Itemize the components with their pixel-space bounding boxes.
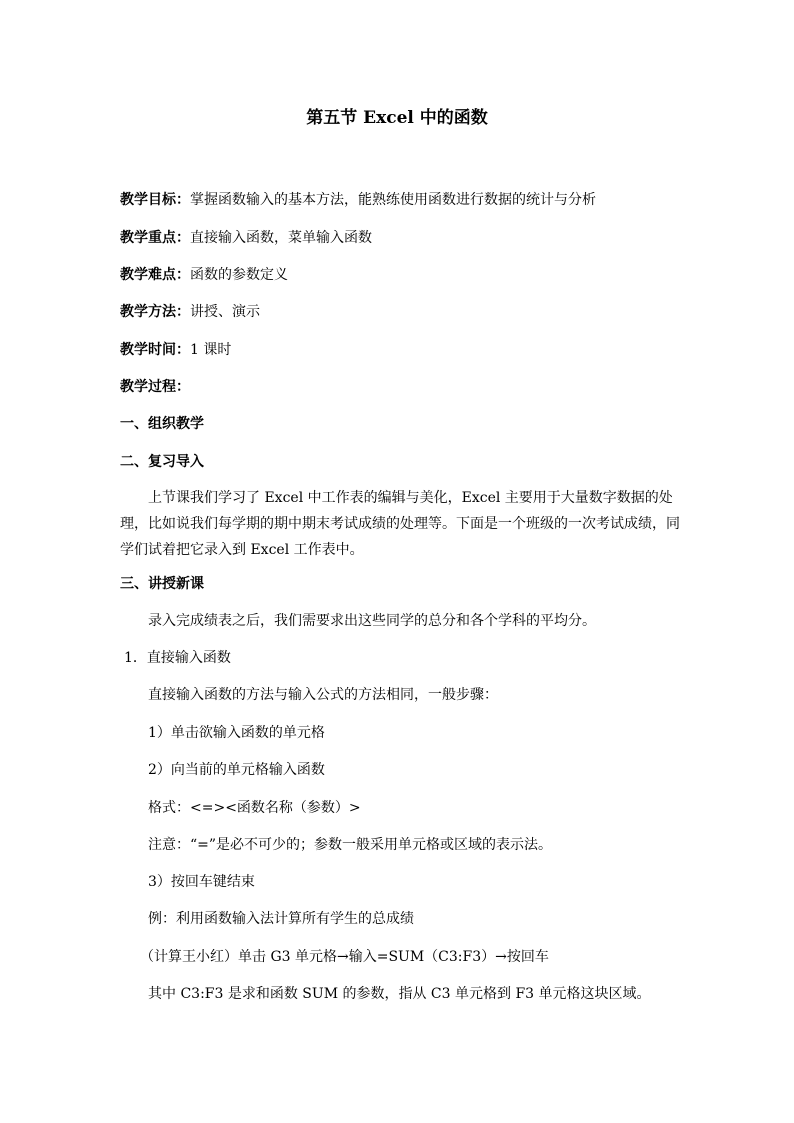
format-line: 格式：<=><函数名称（参数）>: [148, 800, 361, 816]
difficulties-label: 教学难点：: [120, 267, 190, 283]
process-heading: 教学过程：: [120, 379, 190, 395]
methods-text: 讲授、演示: [190, 304, 260, 320]
section-organize: 一、组织教学: [120, 416, 204, 432]
objectives-text: 掌握函数输入的基本方法，能熟练使用函数进行数据的统计与分析: [190, 192, 596, 208]
key-points-label: 教学重点：: [120, 230, 190, 246]
methods-line: [120, 303, 260, 321]
review-paragraph: 上节课我们学习了 Excel 中工作表的编辑与美化，Excel 主要用于大量数字数据的处理，比如说我们每学期的期中期末考试成绩的处理等。下面是一个班级的一次考试成绩，同学们试着把它录入到 Excel 工作表中。: [120, 490, 680, 558]
subsection-direct-input: 1．直接输入函数: [124, 650, 231, 666]
key-points-line: [120, 229, 372, 247]
duration-text: 1 课时: [190, 342, 232, 358]
step-1: 1）单击欲输入函数的单元格: [148, 725, 325, 741]
step-2: 2）向当前的单元格输入函数: [148, 762, 325, 778]
objectives-label: 教学目标：: [120, 192, 190, 208]
explanation-line: 其中 C3:F3 是求和函数 SUM 的参数，指从 C3 单元格到 F3 单元格这块区域。: [148, 986, 651, 1002]
duration-line: [120, 341, 231, 359]
difficulties-line: [120, 266, 288, 284]
methods-label: 教学方法：: [120, 304, 190, 320]
section-review: 二、复习导入: [120, 454, 204, 470]
step-3: 3）按回车键结束: [148, 874, 255, 890]
steps-intro: 直接输入函数的方法与输入公式的方法相同，一般步骤：: [148, 687, 498, 703]
section-new-lesson: 三、讲授新课: [120, 576, 204, 592]
duration-label: 教学时间：: [120, 342, 190, 358]
note-line: 注意：“=”是必不可少的；参数一般采用单元格或区域的表示法。: [148, 837, 553, 853]
key-points-text: 直接输入函数，菜单输入函数: [190, 230, 372, 246]
objectives-line: [120, 191, 596, 209]
difficulties-text: 函数的参数定义: [190, 267, 288, 283]
example-line: 例：利用函数输入法计算所有学生的总成绩: [148, 911, 414, 927]
page-title: 第五节 Excel 中的函数: [306, 108, 488, 128]
example-detail: （计算王小红）单击 G3 单元格→输入=SUM（C3:F3）→按回车: [140, 949, 549, 965]
intro-line: 录入完成绩表之后，我们需要求出这些同学的总分和各个学科的平均分。: [148, 613, 596, 629]
